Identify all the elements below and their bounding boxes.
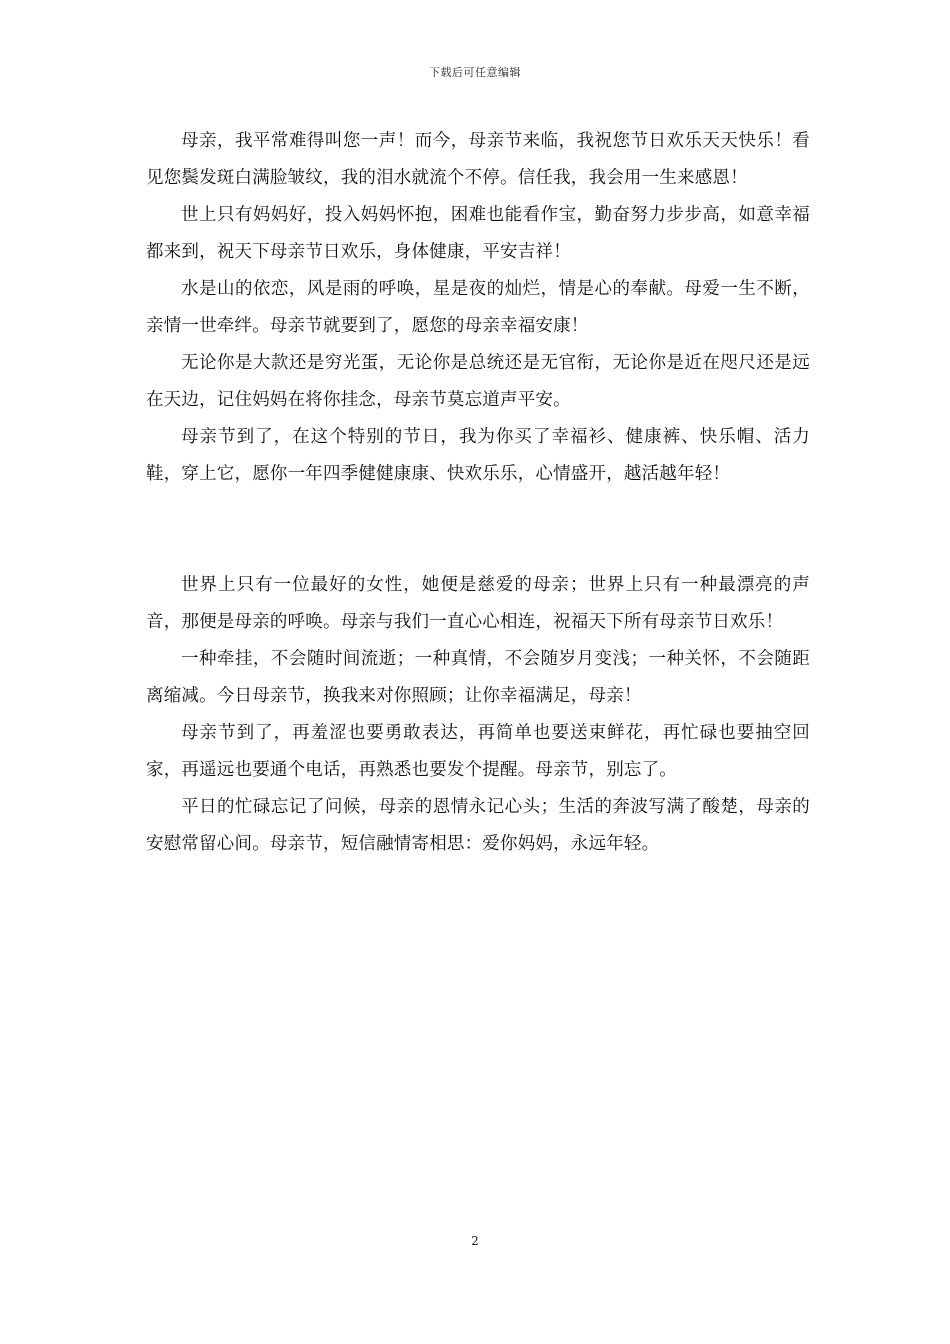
paragraph: 母亲节到了，在这个特别的节日，我为你买了幸福衫、健康裤、快乐帽、活力鞋，穿上它，愿你一年四季健健康康、快欢乐乐，心情盛开，越活越年轻！ [146,427,810,484]
paragraph: 世界上只有一位最好的女性，她便是慈爱的母亲；世界上只有一种最漂亮的声音，那便是母亲的呼唤。母亲与我们一直心心相连，祝福天下所有母亲节日欢乐！ [146,575,810,632]
text-block-second [146,567,810,863]
paragraph: 母亲，我平常难得叫您一声！而今，母亲节来临，我祝您节日欢乐天天快乐！看见您鬓发斑白满脸皱纹，我的泪水就流个不停。信任我，我会用一生来感恩！ [146,131,810,188]
paragraph: 一种牵挂，不会随时间流逝；一种真情，不会随岁月变浅；一种关怀，不会随距离缩减。今日母亲节，换我来对你照顾；让你幸福满足，母亲！ [146,649,810,706]
paragraph: 水是山的依恋，风是雨的呼唤，星是夜的灿烂，情是心的奉献。母爱一生不断，亲情一世牵绊。母亲节就要到了，愿您的母亲幸福安康！ [146,279,810,336]
page-number: 2 [471,1234,479,1248]
paragraph: 平日的忙碌忘记了问候，母亲的恩情永记心头；生活的奔波写满了酸楚，母亲的安慰常留心间。母亲节，短信融情寄相思：爱你妈妈，永远年轻。 [146,797,810,854]
text-block-first [146,123,810,493]
paragraph: 母亲节到了，再羞涩也要勇敢表达，再简单也要送束鲜花，再忙碌也要抽空回家，再遥远也要通个电话，再熟悉也要发个提醒。母亲节，别忘了。 [146,723,810,780]
page-header-note: 下载后可任意编辑 [429,66,521,79]
paragraph: 无论你是大款还是穷光蛋，无论你是总统还是无官衔，无论你是近在咫尺还是远在天边，记住妈妈在将你挂念，母亲节莫忘道声平安。 [146,353,810,410]
paragraph: 世上只有妈妈好，投入妈妈怀抱，困难也能看作宝，勤奋努力步步高，如意幸福都来到，祝天下母亲节日欢乐，身体健康，平安吉祥！ [146,205,810,262]
